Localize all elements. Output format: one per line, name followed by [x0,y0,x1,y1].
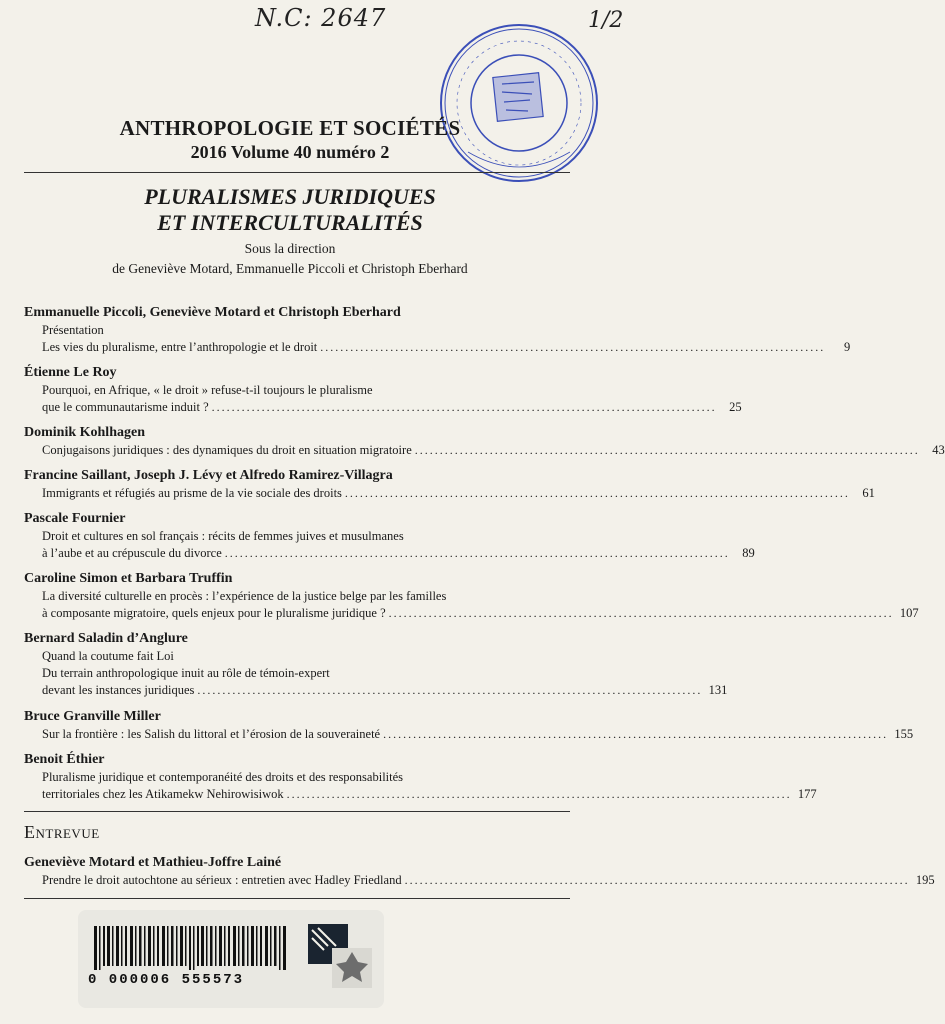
entry-title-line [42,442,945,459]
entry-title-line [42,399,742,416]
dot-leader: ..................................................................................................... [404,873,910,887]
dot-leader: ..................................................................................................... [383,727,889,741]
entry-title: Prendre le droit autochtone au sérieux : entretien avec Hadley Friedland [42,873,402,887]
barcode-area [78,910,384,1008]
page-number: 107 [899,606,919,620]
entry-author: Dominik Kohlhagen [24,425,145,440]
entry-author: Francine Saillant, Joseph J. Lévy et Alfredo Ramirez-Villagra [24,468,393,483]
entry-line: Quand la coutume fait Loi [42,649,174,663]
dossier-title [0,184,580,236]
entry-title: Immigrants et réfugiés au prisme de la vie sociale des droits [42,486,342,500]
dot-leader: ..................................................................................................... [414,443,920,457]
toc-entry [24,424,945,459]
entry-title: à composante migratoire, quels enjeux pour le pluralisme juridique ? [42,606,386,620]
entry-title: que le communautarisme induit ? [42,400,209,414]
entry-title: Conjugaisons juridiques : des dynamiques du droit en situation migratoire [42,443,412,457]
entry-title-line [42,786,817,803]
page-number: 131 [708,683,728,697]
entry-title: Sur la frontière : les Salish du littoral et l’érosion de la souveraineté [42,727,381,741]
entry-author: Benoit Éthier [24,752,105,767]
handwritten-page-mark: 1/2 [588,8,624,33]
page-number: 25 [729,400,742,414]
entry-author: Emmanuelle Piccoli, Geneviève Motard et Christoph Eberhard [24,305,401,320]
entry-title: à l’aube et au crépuscule du divorce [42,546,222,560]
divider [24,811,570,812]
entry-title-line [42,872,935,889]
entry-title-line [42,605,919,622]
toc-entry [24,510,755,562]
divider [24,898,570,899]
section-heading-entrevue: Entrevue [24,822,100,842]
toc-entry [24,751,817,803]
toc-entry [24,708,914,743]
entry-line: Droit et cultures en sol français : récits de femmes juives et musulmanes [42,529,404,543]
entry-author: Pascale Fournier [24,511,126,526]
page-number: 43 [932,443,945,457]
journal-issue: 2016 Volume 40 numéro 2 [190,142,390,162]
page-number: 195 [915,873,935,887]
dossier-title-line1: PLURALISMES JURIDIQUES [144,184,436,209]
entry-author: Étienne Le Roy [24,365,117,380]
entry-author: Bernard Saladin d’Anglure [24,631,188,646]
entry-line: Présentation [42,323,104,337]
dot-leader: ..................................................................................................... [197,683,703,697]
entry-line: La diversité culturelle en procès : l’expérience de la justice belge par les familles [42,589,447,603]
dossier-title-line2: ET INTERCULTURALITÉS [157,210,423,235]
entry-title-line [42,485,875,502]
entry-line: Pluralisme juridique et contemporanéité des droits et des responsabilités [42,770,404,784]
publisher-logo-icon [308,924,372,988]
barcode-number: 0 000006 555573 [88,972,245,988]
dot-leader: ..................................................................................................... [320,340,826,354]
dot-leader: ..................................................................................................... [211,400,717,414]
toc-entry-entrevue [24,854,935,889]
divider [24,172,570,173]
entry-title-line [42,339,851,356]
page-number: 155 [894,727,914,741]
toc-entry [24,304,851,356]
entry-author: Caroline Simon et Barbara Truffin [24,571,233,586]
page-number: 89 [742,546,755,560]
entry-author: Geneviève Motard et Mathieu-Joffre Lainé [24,855,282,870]
toc-entry [24,364,742,416]
direction-label: Sous la direction [244,241,336,256]
entry-title: territoriales chez les Atikamekw Nehirowisiwok [42,787,284,801]
direction-names: de Geneviève Motard, Emmanuelle Piccoli et Christoph Eberhard [112,261,468,276]
toc-entry [24,630,728,699]
entry-line: Du terrain anthropologique inuit au rôle de témoin-expert [42,666,330,680]
dot-leader: ..................................................................................................... [344,486,850,500]
entry-line: Pourquoi, en Afrique, « le droit » refuse-t-il toujours le pluralisme [42,383,373,397]
dot-leader: ..................................................................................................... [224,546,730,560]
page-number: 177 [797,787,817,801]
handwritten-reference: N.C: 2647 [255,4,387,32]
entry-author: Bruce Granville Miller [24,709,161,724]
entry-title-line [42,726,914,743]
entry-title: devant les instances juridiques [42,683,195,697]
page-number: 9 [844,340,851,354]
journal-title: ANTHROPOLOGIE ET SOCIÉTÉS [119,116,461,140]
entry-title: Les vies du pluralisme, entre l’anthropologie et le droit [42,340,318,354]
dot-leader: ..................................................................................................... [388,606,894,620]
page-number: 61 [862,486,875,500]
entry-title-line [42,545,755,562]
toc-entry [24,570,919,622]
dot-leader: ..................................................................................................... [286,787,792,801]
barcode-icon [94,926,294,970]
toc-entry [24,467,875,502]
entry-title-line [42,682,728,699]
